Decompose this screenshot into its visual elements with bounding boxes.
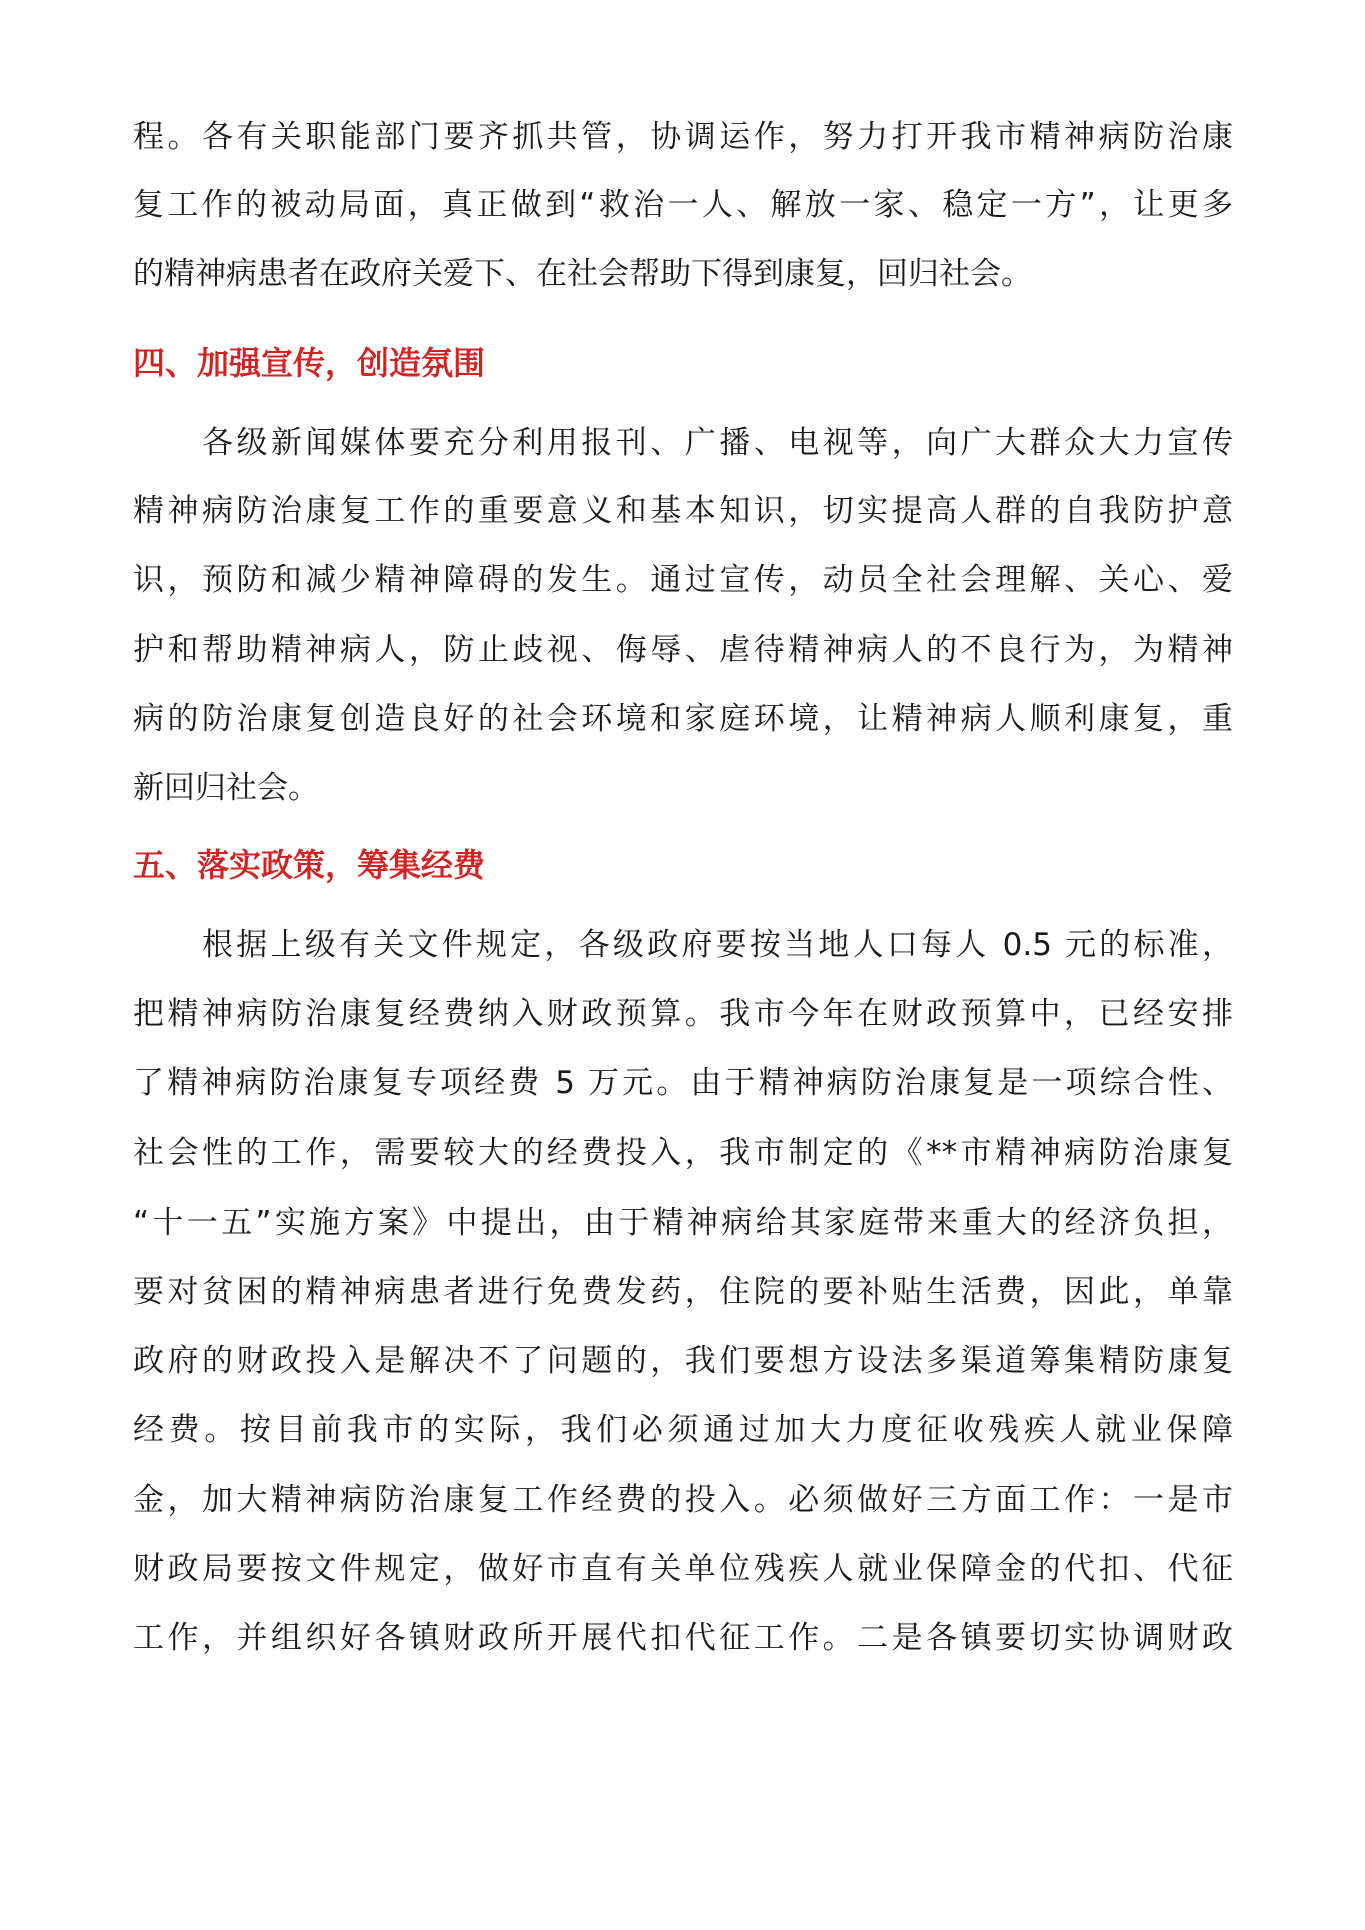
paragraph-line: 精神病防治康复工作的重要意义和基本知识，切实提高人群的自我防护意 <box>133 493 1233 529</box>
paragraph-line: 政府的财政投入是解决不了问题的，我们要想方设法多渠道筹集精防康复 <box>133 1343 1233 1379</box>
paragraph-line: 复工作的被动局面，真正做到“救治一人、解放一家、稳定一方”，让更多 <box>133 187 1233 223</box>
paragraph-line: 程。各有关职能部门要齐抓共管，协调运作，努力打开我市精神病防治康 <box>133 119 1233 155</box>
section-heading-4: 四、加强宣传，创造氛围 <box>133 344 486 382</box>
paragraph-line: 工作，并组织好各镇财政所开展代扣代征工作。二是各镇要切实协调财政 <box>133 1620 1233 1656</box>
paragraph-line: 把精神病防治康复经费纳入财政预算。我市今年在财政预算中，已经安排 <box>133 996 1233 1032</box>
paragraph-line: 各级新闻媒体要充分利用报刊、广播、电视等，向广大群众大力宣传 <box>202 425 1233 461</box>
paragraph-line: 病的防治康复创造良好的社会环境和家庭环境，让精神病人顺利康复，重 <box>133 701 1233 737</box>
paragraph-line: 新回归社会。 <box>133 770 319 806</box>
paragraph-line: 金，加大精神病防治康复工作经费的投入。必须做好三方面工作：一是市 <box>133 1482 1233 1518</box>
paragraph-line: 根据上级有关文件规定，各级政府要按当地人口每人 0.5 元的标准， <box>202 927 1233 963</box>
section-heading-5: 五、落实政策，筹集经费 <box>133 846 486 884</box>
paragraph-line: 财政局要按文件规定，做好市直有关单位残疾人就业保障金的代扣、代征 <box>133 1551 1233 1587</box>
paragraph-line: 社会性的工作，需要较大的经费投入，我市制定的《**市精神病防治康复 <box>133 1135 1233 1171</box>
paragraph-line: 要对贫困的精神病患者进行免费发药，住院的要补贴生活费，因此，单靠 <box>133 1274 1233 1310</box>
paragraph-line: 识，预防和减少精神障碍的发生。通过宣传，动员全社会理解、关心、爱 <box>133 562 1233 598</box>
paragraph-line: “十一五”实施方案》中提出，由于精神病给其家庭带来重大的经济负担， <box>133 1205 1233 1241</box>
paragraph-line: 护和帮助精神病人，防止歧视、侮辱、虐待精神病人的不良行为，为精神 <box>133 632 1233 668</box>
paragraph-line: 的精神病患者在政府关爱下、在社会帮助下得到康复，回归社会。 <box>133 256 1032 292</box>
paragraph-line: 了精神病防治康复专项经费 5 万元。由于精神病防治康复是一项综合性、 <box>133 1065 1233 1101</box>
paragraph-line: 经费。按目前我市的实际，我们必须通过加大力度征收残疾人就业保障 <box>133 1412 1233 1448</box>
